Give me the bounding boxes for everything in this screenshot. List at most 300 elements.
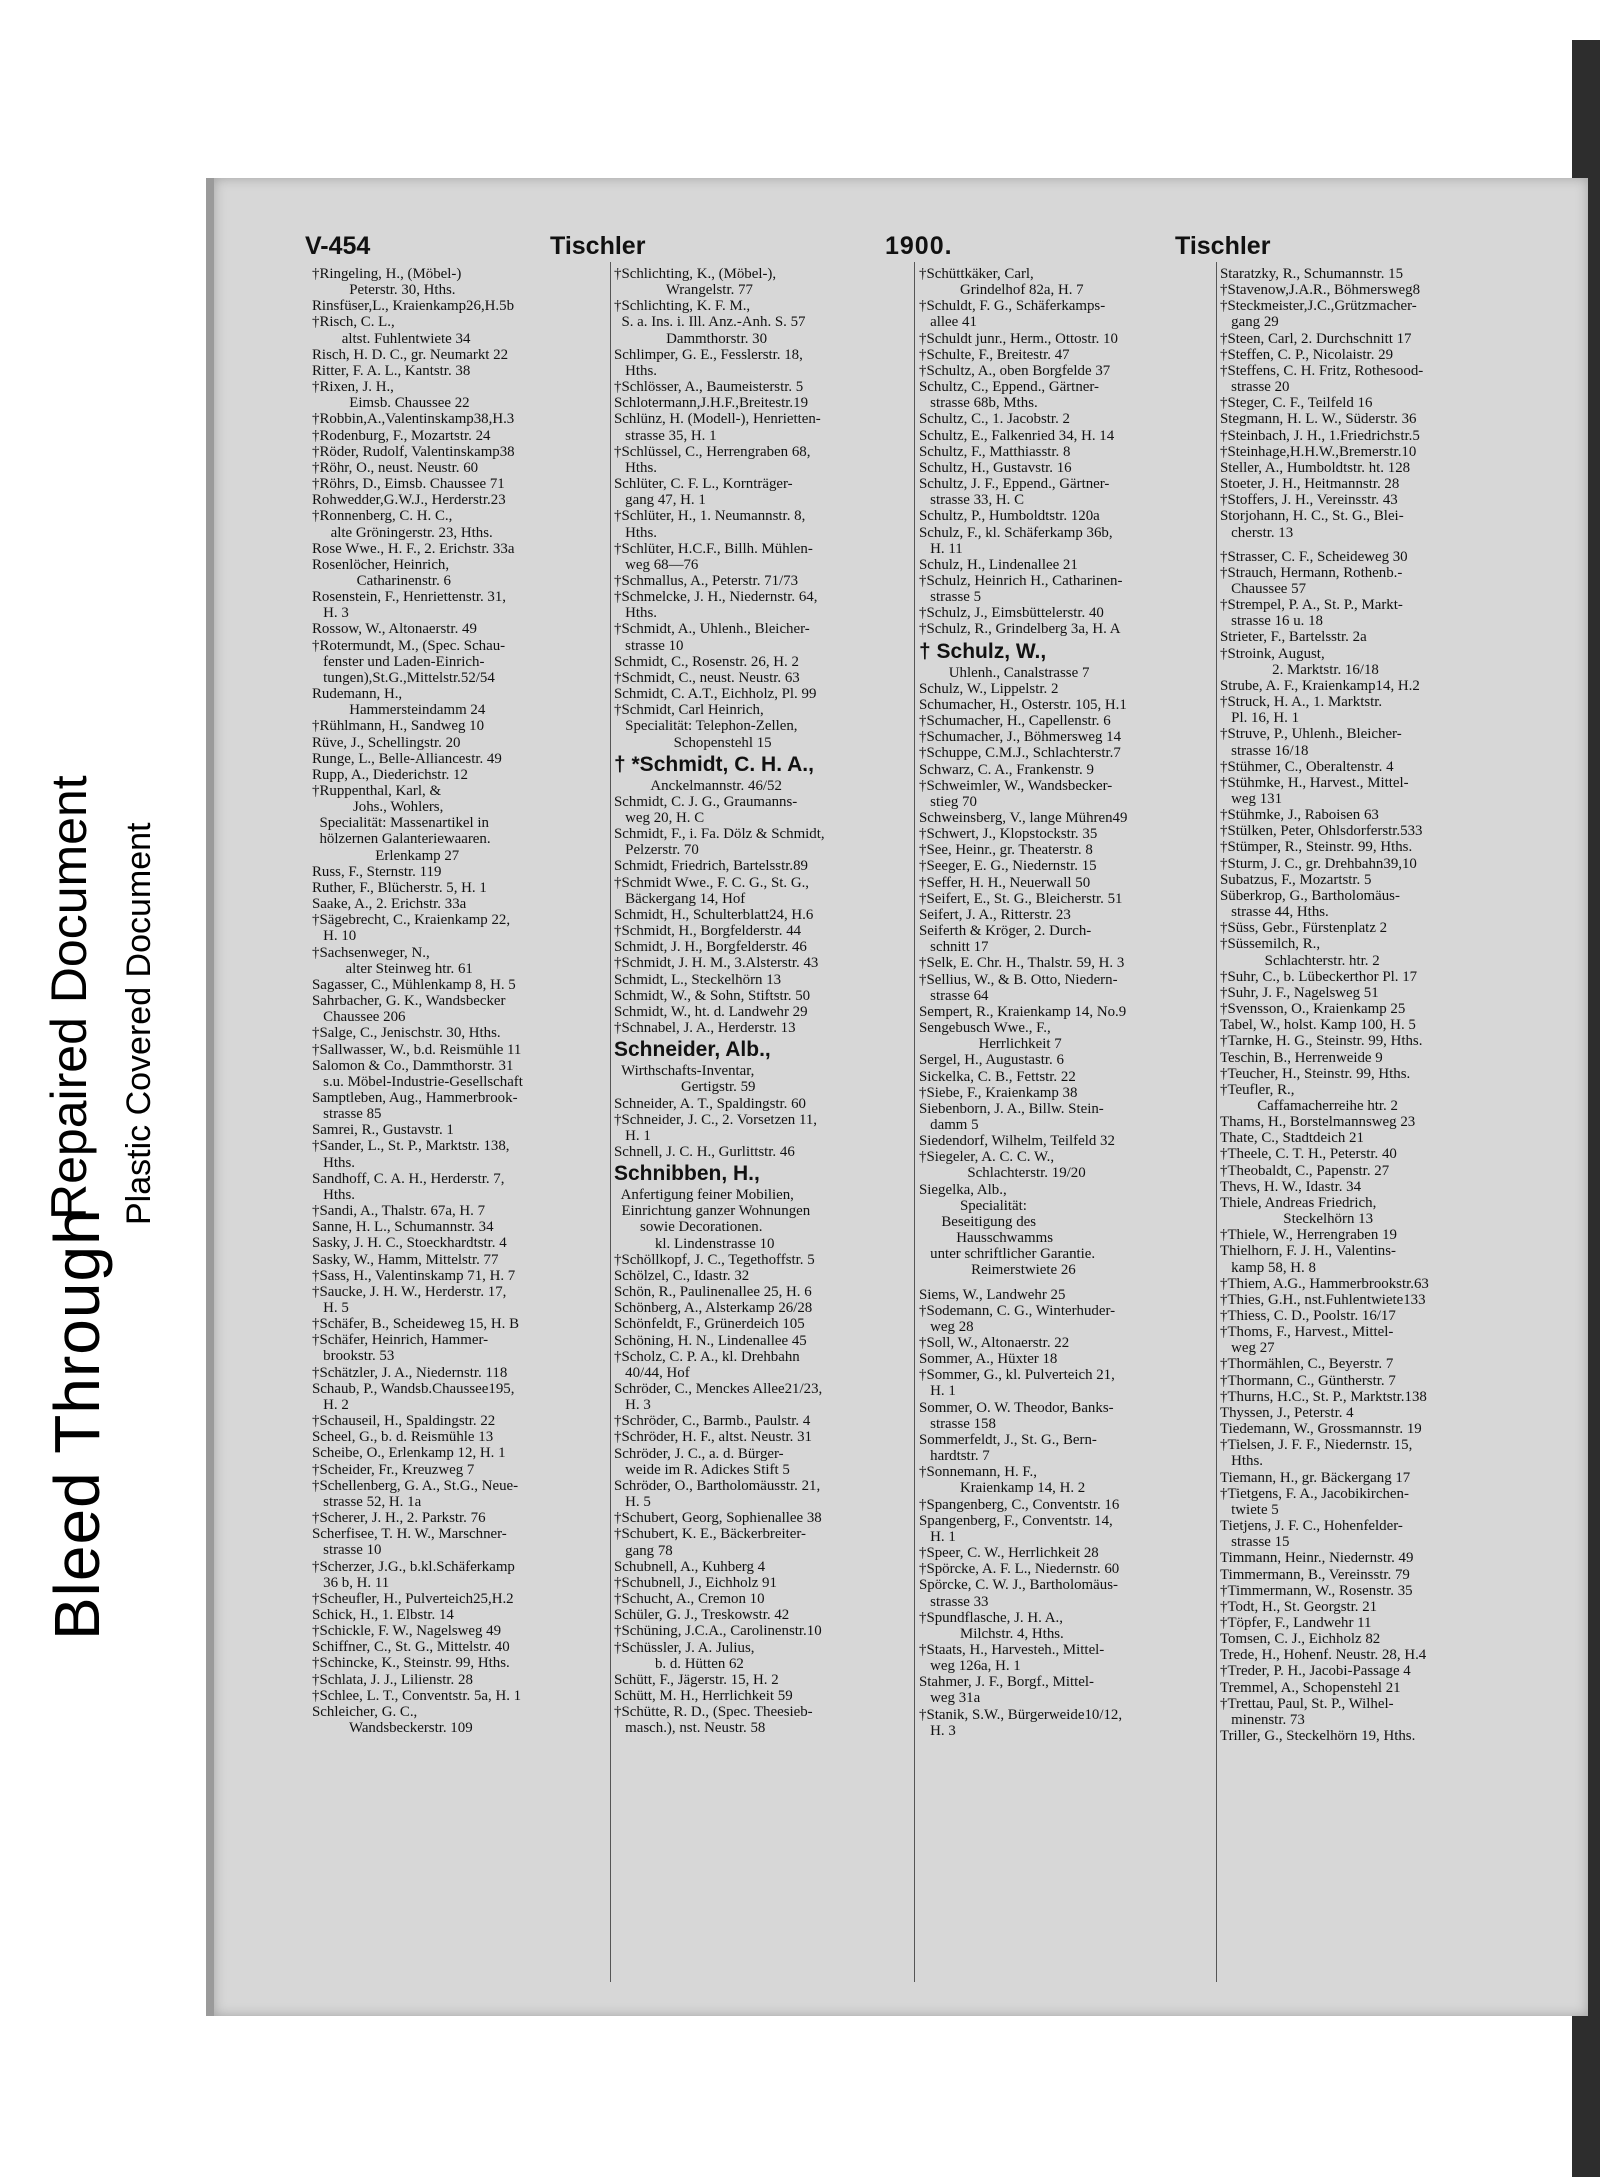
directory-entry: †Trettau, Paul, St. P., Wilhel- (1220, 1695, 1394, 1712)
directory-entry: Schultz, C., 1. Jacobstr. 2 (919, 411, 1070, 428)
directory-entry: Sengebusch Wwe., F., (919, 1020, 1051, 1037)
directory-entry: Schulz, W., Lippelstr. 2 (919, 680, 1059, 697)
directory-entry: †Thies, G.H., nst.Fuhlentwiete133 (1220, 1291, 1426, 1308)
directory-entry: Spangenberg, F., Conventstr. 14, (919, 1512, 1113, 1529)
directory-entry: Schmidt, Friedrich, Bartelsstr.89 (614, 858, 808, 875)
directory-entry: twiete 5 (1220, 1501, 1279, 1518)
directory-entry: strasse 64 (919, 987, 989, 1004)
directory-entry: †Sachsenweger, N., (312, 944, 430, 961)
directory-entry: Sandhoff, C. A. H., Herderstr. 7, (312, 1170, 505, 1187)
directory-entry: 2. Marktstr. 16/18 (1220, 661, 1379, 678)
directory-entry: Sahrbacher, G. K., Wandsbecker (312, 993, 506, 1010)
directory-entry: Uhlenh., Canalstrasse 7 (919, 664, 1090, 681)
directory-entry: Ritter, F. A. L., Kantstr. 38 (312, 362, 471, 379)
directory-entry: masch.), nst. Neustr. 58 (614, 1720, 766, 1737)
directory-entry: Saake, A., 2. Erichstr. 33a (312, 896, 467, 913)
directory-entry: Anckelmannstr. 46/52 (614, 777, 782, 794)
directory-entry: †Süssemilch, R., (1220, 936, 1321, 953)
directory-entry: strasse 44, Hths. (1220, 904, 1329, 921)
directory-entry: Thevs, H. W., Idastr. 34 (1220, 1178, 1362, 1195)
directory-entry: †Soll, W., Altonaerstr. 22 (919, 1335, 1070, 1351)
directory-entry: fenster und Laden-Einrich- (312, 653, 485, 670)
directory-entry: Timmann, Heinr., Niedernstr. 49 (1220, 1550, 1414, 1567)
directory-entry: †Schröder, C., Barmb., Paulstr. 4 (614, 1413, 811, 1430)
directory-entry: Schulz, F., kl. Schäferkamp 36b, (919, 524, 1113, 541)
directory-entry: †Schlüter, H.C.F., Billh. Mühlen- (614, 540, 813, 557)
directory-entry: †Thiem, A.G., Hammerbrookstr.63 (1220, 1275, 1429, 1292)
directory-entry: Rossow, W., Altonaerstr. 49 (312, 621, 477, 638)
directory-entry: Ruther, F., Blücherstr. 5, H. 1 (312, 879, 487, 896)
directory-entry: alter Steinweg htr. 61 (312, 960, 473, 977)
directory-entry: hölzernen Galanteriewaaren. (312, 831, 491, 848)
directory-entry: Schlotermann,J.H.F.,Breitestr.19 (614, 395, 809, 412)
directory-entry: Spörcke, C. W. J., Bartholomäus- (919, 1577, 1118, 1594)
directory-entry: Tremmel, A., Schopenstehl 21 (1220, 1679, 1401, 1696)
directory-entry: †Steinbach, J. H., 1.Friedrichstr.5 (1220, 427, 1420, 444)
directory-entry: †Struck, H. A., 1. Marktstr. (1220, 694, 1383, 711)
directory-entry: †Sellius, W., & B. Otto, Niedern- (919, 971, 1118, 988)
directory-entry: †Steffens, C. H. Fritz, Rothesood- (1220, 362, 1424, 379)
directory-entry: †Thoms, F., Harvest., Mittel- (1220, 1324, 1394, 1341)
directory-entry: Wandsbeckerstr. 109 (312, 1720, 473, 1737)
directory-entry: Sommerfeldt, J., St. G., Bern- (919, 1431, 1097, 1448)
directory-entry: †Schäfer, Heinrich, Hammer- (312, 1332, 489, 1349)
directory-entry: Erlenkamp 27 (312, 847, 460, 864)
directory-entry: Schmidt, L., Steckelhörn 13 (614, 971, 782, 988)
directory-entry: Siedendorf, Wilhelm, Teilfeld 32 (919, 1133, 1115, 1150)
directory-entry: Schopenstehl 15 (614, 734, 772, 751)
directory-entry: weg 28 (919, 1318, 974, 1335)
directory-entry: Schiffner, C., St. G., Mittelstr. 40 (312, 1639, 510, 1656)
directory-entry: weg 131 (1220, 791, 1283, 807)
directory-entry: weg 68—76 (614, 556, 699, 573)
directory-entry: Bäckergang 14, Hof (614, 890, 746, 907)
directory-entry: †Schlichting, K., (Möbel-), (614, 266, 777, 282)
directory-entry: †Schüssler, J. A. Julius, (614, 1639, 755, 1656)
directory-entry: strasse 10 (312, 1542, 382, 1559)
directory-column-4 (1220, 266, 1515, 1986)
directory-entry: †Schmidt, J. H. M., 3.Alsterstr. 43 (614, 955, 819, 972)
directory-entry: †Schuldt junr., Herm., Ottostr. 10 (919, 330, 1118, 347)
directory-entry: Stoeter, J. H., Heitmannstr. 28 (1220, 476, 1400, 493)
directory-column-3 (919, 266, 1214, 1986)
directory-entry: strasse 85 (312, 1106, 382, 1123)
directory-entry: Salomon & Co., Dammthorstr. 31 (312, 1057, 514, 1074)
year-heading: 1900. (885, 232, 953, 260)
directory-entry: †Sallwasser, W., b.d. Reismühle 11 (312, 1041, 522, 1058)
directory-entry: †Scheufler, H., Pulverteich25,H.2 (312, 1590, 514, 1607)
directory-entry: Tomsen, C. J., Eichholz 82 (1220, 1631, 1381, 1648)
directory-entry: Schumacher, H., Osterstr. 105, H.1 (919, 696, 1127, 713)
directory-entry: Schlachterstr. htr. 2 (1220, 952, 1380, 969)
directory-entry: †Selk, E. Chr. H., Thalstr. 59, H. 3 (919, 955, 1125, 972)
directory-entry: Schmidt, C. A.T., Eichholz, Pl. 99 (614, 686, 817, 703)
directory-entry: †Rühlmann, H., Sandweg 10 (312, 718, 485, 735)
directory-entry: Schütt, M. H., Herrlichkeit 59 (614, 1687, 793, 1704)
directory-entry: weg 20, H. C (614, 810, 705, 826)
directory-entry: hardtstr. 7 (919, 1448, 990, 1465)
directory-entry: strasse 33, H. C (919, 492, 1025, 509)
directory-entry: strasse 16 u. 18 (1220, 613, 1323, 630)
directory-entry: †Stroink, August, (1220, 645, 1325, 662)
directory-entry: Rudemann, H., (312, 686, 403, 703)
directory-entry: Seiferth & Kröger, 2. Durch- (919, 923, 1092, 940)
directory-entry: †Suhr, C., b. Lübeckerthor Pl. 17 (1220, 968, 1418, 985)
directory-entry: Hths. (614, 362, 658, 379)
directory-entry: Schön, R., Paulinenallee 25, H. 6 (614, 1284, 812, 1301)
repaired-document-label: Repaired Document (41, 775, 97, 1220)
directory-entry: †Süss, Gebr., Fürstenplatz 2 (1220, 920, 1388, 937)
directory-entry: Chaussee 57 (1220, 580, 1307, 597)
directory-entry: †Strempel, P. A., St. P., Markt- (1220, 597, 1403, 614)
directory-entry: Risch, H. D. C., gr. Neumarkt 22 (312, 346, 509, 363)
directory-entry: Pelzerstr. 70 (614, 842, 699, 859)
directory-column-2 (614, 266, 909, 1986)
side-labels (0, 0, 200, 2177)
directory-entry: †Thormählen, C., Beyerstr. 7 (1220, 1356, 1394, 1373)
directory-entry: Eimsb. Chaussee 22 (312, 395, 470, 412)
directory-entry: †Thormann, C., Güntherstr. 7 (1220, 1372, 1396, 1389)
directory-entry: †Saucke, J. H. W., Herderstr. 17, (312, 1283, 507, 1300)
directory-entry: †Ringeling, H., (Möbel-) (312, 266, 462, 282)
directory-entry: Specialität: (919, 1197, 1027, 1214)
directory-entry: †Schütte, R. D., (Spec. Theesieb- (614, 1704, 813, 1721)
directory-entry: †Sturm, J. C., gr. Drehbahn39,10 (1220, 855, 1417, 872)
directory-entry: Rosenstein, F., Henriettenstr. 31, (312, 589, 507, 606)
directory-entry: Süberkrop, G., Bartholomäus- (1220, 887, 1400, 904)
directory-entry: †Schulte, F., Breitestr. 47 (919, 346, 1070, 363)
directory-entry: H. 5 (614, 1494, 651, 1511)
directory-entry: †Sodemann, C. G., Winterhuder- (919, 1302, 1116, 1319)
directory-entry: †Tietgens, F. A., Jacobikirchen- (1220, 1485, 1409, 1502)
directory-entry: Schultz, F., Matthiasstr. 8 (919, 443, 1071, 460)
directory-entry: strasse 33 (919, 1593, 989, 1610)
directory-entry: Rüve, J., Schellingstr. 20 (312, 734, 461, 751)
directory-entry: †Schlee, L. T., Conventstr. 5a, H. 1 (312, 1687, 522, 1704)
plastic-covered-label: Plastic Covered Document (120, 822, 158, 1225)
directory-entry: Schmidt, W., ht. d. Landwehr 29 (614, 1003, 808, 1020)
directory-entry: Hths. (614, 459, 658, 476)
directory-entry: S. a. Ins. i. Ill. Anz.-Anh. S. 57 (614, 314, 806, 331)
page-header (305, 232, 1560, 262)
directory-entry: Stegmann, H. L. W., Süderstr. 36 (1220, 411, 1417, 428)
directory-entry: allee 41 (919, 314, 977, 331)
directory-entry: Schubnell, A., Kuhberg 4 (614, 1558, 766, 1575)
directory-entry: Schlachterstr. 19/20 (919, 1165, 1086, 1182)
directory-entry: †Steger, C. F., Teilfeld 16 (1220, 395, 1373, 412)
directory-entry: strasse 35, H. 1 (614, 427, 717, 444)
directory-entry: Reimerstwiete 26 (919, 1262, 1076, 1279)
directory-entry: Samrei, R., Gustavstr. 1 (312, 1122, 454, 1139)
directory-entry: †Siebe, F., Kraienkamp 38 (919, 1084, 1078, 1101)
directory-entry: H. 3 (312, 605, 349, 622)
directory-entry: Schmidt, C., Rosenstr. 26, H. 2 (614, 653, 799, 670)
directory-entry: †Suhr, J. F., Nagelsweg 51 (1220, 984, 1379, 1001)
directory-entry: Hausschwamms (919, 1230, 1054, 1247)
directory-entry: †Struve, P., Uhlenh., Bleicher- (1220, 726, 1402, 743)
directory-entry: Scherfisee, T. H. W., Marschner- (312, 1526, 507, 1543)
directory-entry: †Stanik, S.W., Bürgerweide10/12, (919, 1706, 1123, 1723)
directory-entry: †Stühmer, C., Oberaltenstr. 4 (1220, 758, 1394, 775)
directory-entry: strasse 158 (919, 1415, 996, 1432)
directory-entry: Staratzky, R., Schumannstr. 15 (1220, 266, 1404, 282)
directory-column-1 (312, 266, 607, 1986)
directory-entry: †Siegeler, A. C. C. W., (919, 1149, 1055, 1166)
directory-entry: Sickelka, C. B., Fettstr. 22 (919, 1068, 1076, 1085)
directory-entry: †Sandi, A., Thalstr. 67a, H. 7 (312, 1203, 486, 1220)
directory-entry: †Stümper, R., Steinstr. 99, Hths. (1220, 839, 1413, 856)
directory-entry: Sagasser, C., Mühlenkamp 8, H. 5 (312, 976, 516, 993)
directory-entry: †Scherzer, J.G., b.kl.Schäferkamp (312, 1558, 515, 1575)
directory-entry: †Sander, L., St. P., Marktstr. 138, (312, 1138, 510, 1155)
directory-entry: Schneider, Alb., (614, 1038, 771, 1062)
directory-entry (919, 1279, 1214, 1287)
directory-entry: †Stühmke, J., Raboisen 63 (1220, 807, 1379, 824)
directory-entry (1220, 541, 1515, 549)
directory-entry: †Scherer, J. H., 2. Parkstr. 76 (312, 1510, 486, 1527)
bleed-through-label: Bleed Through (41, 1208, 113, 1640)
directory-entry: †Schubert, K. E., Bäckerbreiter- (614, 1526, 806, 1543)
directory-entry: Schneider, A. T., Spaldingstr. 60 (614, 1095, 807, 1112)
section-title-left: Tischler (550, 232, 646, 260)
directory-entry: †Tielsen, J. F. F., Niedernstr. 15, (1220, 1437, 1413, 1454)
directory-entry: Thyssen, J., Peterstr. 4 (1220, 1404, 1354, 1421)
directory-entry: Thate, C., Stadtdeich 21 (1220, 1130, 1364, 1147)
directory-entry: Schmidt, J. H., Borgfelderstr. 46 (614, 939, 807, 956)
directory-entry: †Schlösser, A., Baumeisterstr. 5 (614, 379, 804, 396)
directory-entry: Catharinenstr. 6 (312, 572, 451, 589)
directory-entry: Schnibben, H., (614, 1162, 760, 1186)
directory-entry: †Röhr, O., neust. Neustr. 60 (312, 459, 479, 476)
directory-entry: brookstr. 53 (312, 1348, 395, 1365)
directory-entry: †Strauch, Hermann, Rothenb.- (1220, 564, 1403, 581)
directory-entry: Tietjens, J. F. C., Hohenfelder- (1220, 1518, 1403, 1535)
directory-entry: †Schöllkopf, J. C., Tegethoffstr. 5 (614, 1251, 815, 1268)
directory-entry: Rosenlöcher, Heinrich, (312, 556, 450, 573)
directory-entry: Rohwedder,G.W.J., Herderstr.23 (312, 492, 506, 509)
directory-entry: †Rodenburg, F., Mozartstr. 24 (312, 427, 491, 444)
directory-entry: s.u. Möbel-Industrie-Gesellschaft (312, 1073, 523, 1090)
directory-entry: Strube, A. F., Kraienkamp14, H.2 (1220, 677, 1420, 694)
directory-entry: Tiedemann, W., Grossmannstr. 19 (1220, 1421, 1422, 1438)
directory-entry: †Spangenberg, C., Conventstr. 16 (919, 1496, 1120, 1513)
directory-entry: †Schulz, Heinrich H., Catharinen- (919, 572, 1123, 589)
directory-entry: †Schulz, R., Grindelberg 3a, H. A (919, 621, 1121, 638)
directory-entry: gang 47, H. 1 (614, 492, 706, 509)
directory-entry: Wirthschafts-Inventar, (614, 1063, 755, 1080)
directory-entry: 40/44, Hof (614, 1364, 690, 1381)
directory-entry: Siegelka, Alb., (919, 1181, 1007, 1198)
directory-entry: †Spundflasche, J. H. A., (919, 1609, 1063, 1626)
directory-entry: minenstr. 73 (1220, 1711, 1305, 1728)
directory-entry: †Schickle, F. W., Nagelsweg 49 (312, 1623, 502, 1640)
directory-entry: Schüler, G. J., Treskowstr. 42 (614, 1607, 790, 1624)
directory-entry: kl. Lindenstrasse 10 (614, 1235, 775, 1252)
directory-entry: Schwarz, C. A., Frankenstr. 9 (919, 761, 1094, 778)
directory-entry: Sommer, A., Hüxter 18 (919, 1351, 1058, 1368)
directory-entry: †Strasser, C. F., Scheideweg 30 (1220, 548, 1408, 565)
directory-entry: †Stavenow,J.A.R., Böhmersweg8 (1220, 282, 1421, 299)
directory-entry: †Thiele, W., Herrengraben 19 (1220, 1227, 1397, 1244)
directory-entry: alte Gröningerstr. 23, Hths. (312, 524, 493, 541)
directory-entry: †Schellenberg, G. A., St.G., Neue- (312, 1477, 519, 1494)
directory-entry: †Schauseil, H., Spaldingstr. 22 (312, 1413, 496, 1430)
directory-entry: †Rotermundt, M., (Spec. Schau- (312, 637, 506, 654)
directory-entry: †Schubert, Georg, Sophienallee 38 (614, 1510, 822, 1527)
directory-entry: Seifert, J. A., Ritterstr. 23 (919, 906, 1071, 923)
directory-entry: †Ruppenthal, Karl, & (312, 783, 442, 799)
directory-entry: †Schultz, A., oben Borgfelde 37 (919, 362, 1111, 379)
directory-entry: sowie Decorationen. (614, 1219, 763, 1236)
directory-entry: †Scheider, Fr., Kreuzweg 7 (312, 1461, 475, 1478)
directory-entry: Tabel, W., holst. Kamp 100, H. 5 (1220, 1017, 1416, 1034)
directory-entry: weg 31a (919, 1690, 981, 1707)
directory-entry: H. 2 (312, 1396, 349, 1413)
directory-entry: †Schmallus, A., Peterstr. 71/73 (614, 572, 799, 589)
directory-entry: weg 126a, H. 1 (919, 1658, 1021, 1675)
directory-entry: Specialität: Massenartikel in (312, 815, 489, 832)
directory-entry: Schröder, C., Menckes Allee21/23, (614, 1381, 823, 1397)
directory-entry: strasse 68b, Mths. (919, 395, 1038, 412)
directory-entry: †Schmidt, Carl Heinrich, (614, 702, 764, 719)
directory-entry: Wrangelstr. 77 (614, 282, 753, 299)
directory-entry: †Teucher, H., Steinstr. 99, Hths. (1220, 1065, 1411, 1082)
directory-entry: Anfertigung feiner Mobilien, (614, 1187, 794, 1204)
directory-entry: †Staats, H., Harvesteh., Mittel- (919, 1641, 1105, 1658)
directory-entry: †Seeger, E. G., Niedernstr. 15 (919, 858, 1097, 875)
directory-entry: †Schulz, J., Eimsbüttelerstr. 40 (919, 605, 1104, 622)
directory-entry: Storjohann, H. C., St. G., Blei- (1220, 508, 1404, 525)
directory-entry: Schröder, O., Bartholomäusstr. 21, (614, 1477, 821, 1494)
page-number: V-454 (305, 232, 371, 260)
directory-entry: damm 5 (919, 1116, 979, 1133)
directory-entry: H. 3 (919, 1722, 956, 1739)
directory-entry: strasse 5 (919, 589, 982, 606)
directory-entry: †Sonnemann, H. F., (919, 1464, 1037, 1481)
directory-entry: †Steffen, C. P., Nicolaistr. 29 (1220, 346, 1394, 363)
directory-entry: Schönfeldt, F., Grünerdeich 105 (614, 1316, 805, 1333)
directory-entry: Herrlichkeit 7 (919, 1036, 1062, 1053)
directory-entry: †Salge, C., Jenischstr. 30, Hths. (312, 1025, 501, 1042)
directory-entry: Teschin, B., Herrenweide 9 (1220, 1049, 1383, 1066)
directory-entry: Sasky, W., Hamm, Mittelstr. 77 (312, 1251, 499, 1268)
directory-entry: b. d. Hütten 62 (614, 1655, 744, 1672)
directory-entry: †Theobaldt, C., Papenstr. 27 (1220, 1162, 1390, 1179)
directory-entry: †Stülken, Peter, Ohlsdorferstr.533 (1220, 823, 1423, 840)
directory-entry: H. 11 (919, 540, 963, 557)
directory-entry: †Rixen, J. H., (312, 379, 394, 396)
directory-entry: †Theele, C. T. H., Peterstr. 40 (1220, 1146, 1397, 1163)
directory-entry: Schnell, J. C. H., Gurlittstr. 46 (614, 1143, 795, 1160)
directory-entry: †Schlüter, H., 1. Neumannstr. 8, (614, 508, 806, 525)
directory-entry: †Röder, Rudolf, Valentinskamp38 (312, 443, 515, 460)
directory-entry: Pl. 16, H. 1 (1220, 710, 1300, 727)
directory-entry: †Schincke, K., Steinstr. 99, Hths. (312, 1655, 510, 1672)
directory-entry: Hths. (312, 1154, 356, 1171)
directory-entry: †Schuppe, C.M.J., Schlachterstr.7 (919, 745, 1121, 762)
directory-entry: Triller, G., Steckelhörn 19, Hths. (1220, 1728, 1416, 1745)
directory-entry: †Seffer, H. H., Neuerwall 50 (919, 874, 1091, 891)
directory-entry: altst. Fuhlentwiete 34 (312, 330, 471, 347)
directory-entry: †Röhrs, D., Eimsb. Chaussee 71 (312, 476, 505, 493)
directory-entry: †Schätzler, J. A., Niedernstr. 118 (312, 1364, 508, 1381)
directory-entry: Sempert, R., Kraienkamp 14, No.9 (919, 1003, 1127, 1020)
directory-entry: Hammersteindamm 24 (312, 702, 486, 719)
directory-entry: Sommer, O. W. Theodor, Banks- (919, 1399, 1114, 1416)
directory-entry: Peterstr. 30, Hths. (312, 282, 456, 299)
directory-entry: Sanne, H. L., Schumannstr. 34 (312, 1219, 494, 1236)
directory-entry: †Schmidt, A., Uhlenh., Bleicher- (614, 621, 810, 638)
directory-entry: gang 29 (1220, 314, 1279, 331)
directory-entry: Johs., Wohlers, (312, 799, 444, 816)
directory-entry: †Thurns, H.C., St. P., Marktstr.138 (1220, 1388, 1427, 1405)
directory-entry: Gertigstr. 59 (614, 1079, 756, 1096)
directory-entry: Stahmer, J. F., Borgf., Mittel- (919, 1674, 1094, 1691)
directory-entry: Rinsfüser,L., Kraienkamp26,H.5b (312, 298, 515, 315)
directory-entry: Schweinsberg, V., lange Mühren49 (919, 810, 1128, 826)
directory-entry: Scheibe, O., Erlenkamp 12, H. 1 (312, 1445, 506, 1462)
directory-entry: †Schmidt Wwe., F. C. G., St. G., (614, 874, 810, 891)
directory-entry: †Schuldt, F. G., Schäferkamps- (919, 298, 1106, 315)
directory-entry: Strieter, F., Bartelsstr. 2a (1220, 629, 1367, 646)
directory-entry: †Schlichting, K. F. M., (614, 298, 751, 315)
directory-entry: H. 1 (614, 1127, 651, 1144)
directory-entry: Hths. (1220, 1453, 1264, 1470)
directory-entry: Schick, H., 1. Elbstr. 14 (312, 1606, 454, 1623)
directory-entry: †Schmidt, H., Borgfelderstr. 44 (614, 923, 802, 940)
directory-entry: Schlünz, H. (Modell-), Henrietten- (614, 411, 821, 428)
directory-entry: †Todt, H., St. Georgstr. 21 (1220, 1598, 1378, 1615)
directory-entry: †Schüttkäker, Carl, (919, 266, 1034, 282)
directory-entry: †Tarnke, H. G., Steinstr. 99, Hths. (1220, 1033, 1423, 1050)
directory-entry: weide im R. Adickes Stift 5 (614, 1461, 790, 1478)
directory-entry: Thiele, Andreas Friedrich, (1220, 1194, 1377, 1211)
directory-entry: Scheel, G., b. d. Reismühle 13 (312, 1429, 494, 1446)
directory-entry: gang 78 (614, 1542, 673, 1559)
directory-entry: †Schumacher, H., Capellenstr. 6 (919, 713, 1111, 730)
directory-entry: †Schmidt, C., neust. Neustr. 63 (614, 669, 800, 686)
directory-entry: †Teufler, R., (1220, 1081, 1295, 1098)
directory-entry: †Schweimler, W., Wandsbecker- (919, 777, 1113, 794)
directory-entry: Schröder, J. C., a. d. Bürger- (614, 1445, 784, 1462)
directory-entry: 36 b, H. 11 (312, 1574, 390, 1591)
directory-entry: †Thiess, C. D., Poolstr. 16/17 (1220, 1308, 1396, 1324)
directory-entry: † *Schmidt, C. H. A., (614, 752, 814, 776)
directory-entry: Siebenborn, J. A., Billw. Stein- (919, 1100, 1104, 1117)
directory-entry: H. 5 (312, 1300, 349, 1316)
directory-entry: Samptleben, Aug., Hammerbrook- (312, 1089, 518, 1106)
directory-entry: †Timmermann, W., Rosenstr. 35 (1220, 1582, 1413, 1599)
directory-entry: Schaub, P., Wandsb.Chaussee195, (312, 1380, 515, 1397)
directory-entry: Schönberg, A., Alsterkamp 26/28 (614, 1300, 813, 1317)
directory-entry: †Sägebrecht, C., Kraienkamp 22, (312, 912, 511, 929)
directory-entry: Einrichtung ganzer Wohnungen (614, 1203, 811, 1220)
directory-entry: †Ronnenberg, C. H. C., (312, 508, 453, 525)
directory-entry: Schultz, H., Gustavstr. 16 (919, 459, 1072, 476)
directory-entry: Schmidt, H., Schulterblatt24, H.6 (614, 906, 814, 923)
directory-entry: Hths. (614, 524, 658, 541)
directory-entry: †Schucht, A., Cremon 10 (614, 1591, 765, 1608)
directory-entry: †Stühmke, H., Harvest., Mittel- (1220, 774, 1409, 791)
directory-entry: †Schwert, J., Klopstockstr. 35 (919, 826, 1098, 843)
directory-entry: Siems, W., Landwehr 25 (919, 1286, 1066, 1303)
directory-entry: strasse 20 (1220, 379, 1290, 396)
directory-entry: Chaussee 206 (312, 1009, 406, 1026)
directory-entry: †Scholz, C. P. A., kl. Drehbahn (614, 1348, 800, 1365)
directory-entry: Schlüter, C. F. L., Kornträger- (614, 476, 793, 493)
directory-entry: † Schulz, W., (919, 639, 1047, 663)
directory-entry: †Spörcke, A. F. L., Niedernstr. 60 (919, 1561, 1120, 1578)
